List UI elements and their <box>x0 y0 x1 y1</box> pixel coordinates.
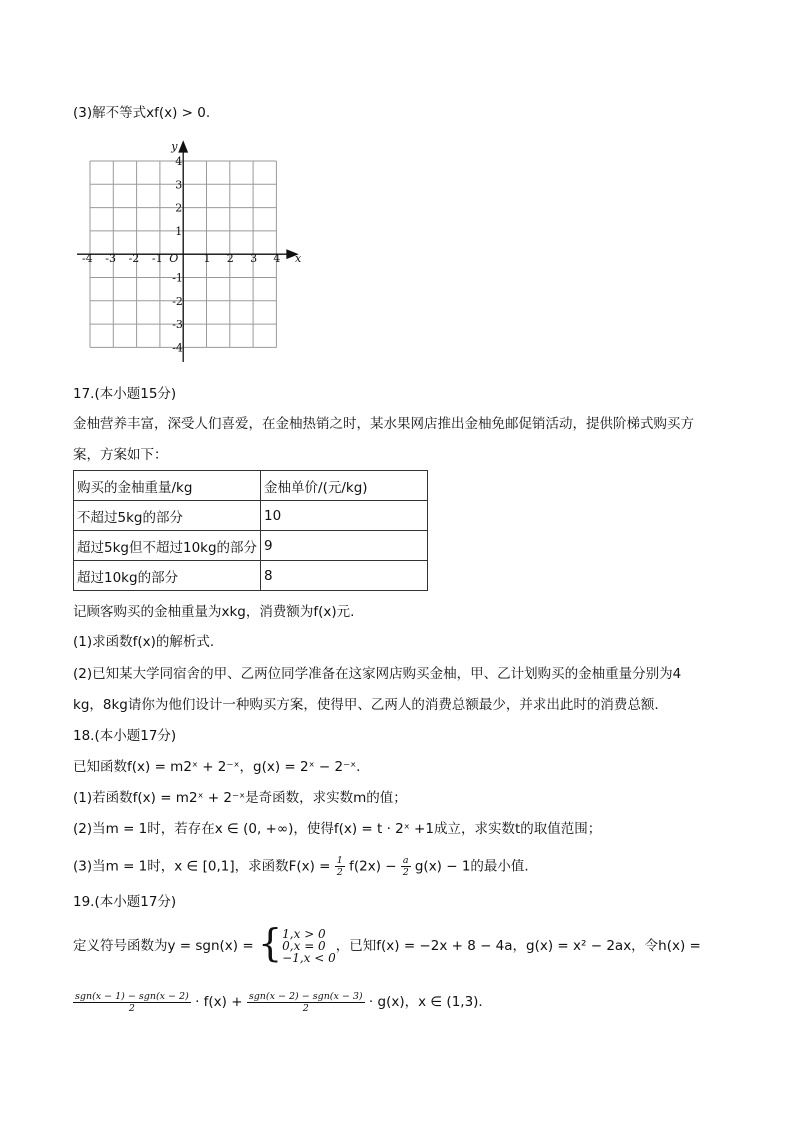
x-tick-label: 4 <box>273 252 281 266</box>
q19-def-text-b: ，已知f(x) = −2x + 8 − 4a，g(x) = x² − 2ax，令h(x) = <box>335 938 701 954</box>
fraction-a-over-2 <box>401 855 411 878</box>
q18-part1: (1)若函数f(x) = m2ˣ + 2⁻ˣ是奇函数，求实数m的值； <box>73 790 407 806</box>
y-tick-label: 2 <box>175 201 183 215</box>
table-cell: 10 <box>261 501 428 531</box>
y-axis-label: y <box>171 140 178 153</box>
fraction-sgn2 <box>247 991 365 1014</box>
case-zero: 0,x = 0 <box>282 939 326 953</box>
table-cell: 超过10kg的部分 <box>74 561 261 591</box>
table-cell: 不超过5kg的部分 <box>74 501 261 531</box>
fraction-denominator: 2 <box>302 1002 309 1014</box>
case-negative: −1,x < 0 <box>282 951 336 965</box>
table-row <box>74 531 428 561</box>
fraction-numerator: sgn(x − 1) − sgn(x − 2) <box>75 990 189 1002</box>
q17-intro-line1: 金柚营养丰富，深受人们喜爱，在金柚热销之时，某水果网店推出金柚免邮促销活动，提供阶梯式购买方 <box>73 416 694 432</box>
q17-after-table: 记顾客购买的金柚重量为xkg，消费额为f(x)元. <box>73 604 355 620</box>
x-tick-label: 3 <box>250 252 258 266</box>
x-tick-label: -1 <box>151 252 163 266</box>
q18-given: 已知函数f(x) = m2ˣ + 2⁻ˣ，g(x) = 2ˣ − 2⁻ˣ. <box>73 759 361 775</box>
q18-part3-text-b: f(2x) − <box>349 858 401 875</box>
fraction-half <box>335 855 345 878</box>
y-tick-label: -1 <box>172 271 183 285</box>
y-tick-label: -3 <box>172 318 183 332</box>
y-tick-label: -4 <box>172 341 183 355</box>
coordinate-grid <box>73 134 313 370</box>
origin-label: O <box>169 252 179 266</box>
q18-header: 18.(本小题17分) <box>73 728 177 744</box>
left-brace-glyph: { <box>257 921 283 965</box>
fraction-numerator: sgn(x − 2) − sgn(x − 3) <box>248 990 363 1002</box>
table-cell: 8 <box>261 561 428 591</box>
y-tick-label: 4 <box>175 155 183 168</box>
table-cell: 9 <box>261 531 428 561</box>
fraction-sgn1 <box>73 991 191 1014</box>
y-tick-label: 3 <box>175 178 183 192</box>
q18-part3-text-c: g(x) − 1的最小值. <box>414 858 529 875</box>
fraction-numerator: 1 <box>336 855 343 866</box>
q19-header: 19.(本小题17分) <box>73 894 177 910</box>
coordinate-grid-svg <box>73 134 313 366</box>
q18-part2: (2)当m = 1时，若存在x ∈ (0, +∞)，使得f(x) = t · 2ˣ +1成立，求实数t的取值范围； <box>73 821 602 837</box>
q19-definition <box>73 921 701 968</box>
q17-part2-line2: kg，8kg请你为他们设计一种购买方案，使得甲、乙两人的消费总额最少，并求出此时的消费总额. <box>73 697 659 713</box>
x-tick-label: 1 <box>203 252 211 266</box>
sgn-cases <box>282 928 336 964</box>
q18-part3-text-a: (3)当m = 1时，x ∈ [0,1]，求函数F(x) = <box>73 858 335 875</box>
q18-part3 <box>73 855 529 878</box>
fraction-numerator: a <box>402 855 409 866</box>
table-header-cell: 购买的金柚重量/kg <box>74 471 261 501</box>
q17-intro-line2: 案，方案如下： <box>73 447 168 463</box>
y-tick-label: -2 <box>172 294 183 308</box>
fraction-denominator: 2 <box>128 1002 135 1014</box>
q17-part2-line1: (2)已知某大学同宿舍的甲、乙两位同学准备在这家网店购买金柚，甲、乙计划购买的金柚重量分别为4 <box>73 666 682 682</box>
fraction-denominator: 2 <box>402 867 409 878</box>
q17-header: 17.(本小题15分) <box>73 386 177 402</box>
x-axis-label: x <box>295 252 302 266</box>
x-tick-label: -4 <box>82 252 93 266</box>
x-tick-label: -3 <box>105 252 117 266</box>
price-table <box>73 470 428 591</box>
table-header-row <box>74 471 428 501</box>
q19-tail-text: · g(x)，x ∈ (1,3). <box>368 994 483 1010</box>
q19-def-text-a: 定义符号函数为y = sgn(x) = <box>73 938 258 954</box>
y-tick-label: 1 <box>175 224 183 238</box>
q17-part1: (1)求函数f(x)的解析式. <box>73 634 215 650</box>
q19-h-definition <box>73 988 483 1016</box>
fraction-denominator: 2 <box>336 867 343 878</box>
q19-mid-text: · f(x) + <box>195 994 247 1010</box>
table-row <box>74 501 428 531</box>
y-axis-arrow <box>179 142 187 152</box>
table-header-cell: 金柚单价/(元/kg) <box>261 471 428 501</box>
case-positive: 1,x > 0 <box>282 927 326 941</box>
table-row <box>74 561 428 591</box>
x-tick-label: 2 <box>226 252 234 266</box>
q16-part3: (3)解不等式xf(x) > 0. <box>73 105 211 121</box>
x-tick-label: -2 <box>128 252 140 266</box>
table-cell: 超过5kg但不超过10kg的部分 <box>74 531 261 561</box>
